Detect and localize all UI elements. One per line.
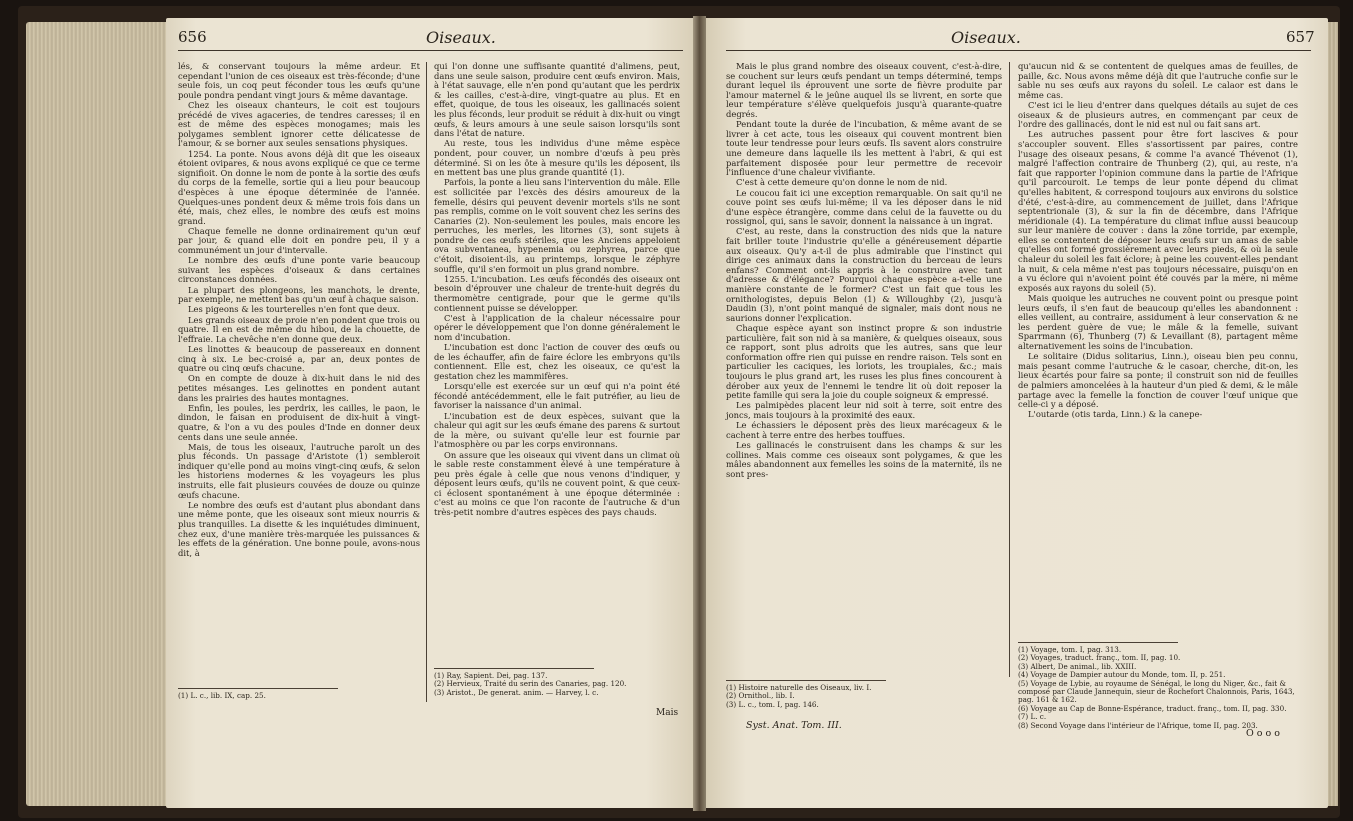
footnote: (8) Second Voyage dans l'intérieur de l'Afrique, tome II, pag. 203.: [1018, 720, 1258, 730]
header-rule: [726, 50, 1311, 51]
running-title: Oiseaux.: [951, 28, 1021, 47]
paragraph: Mais quoique les autruches ne couvent point ou presque point leurs œufs, il s'en faut de beaucoup qu'elles les abandonnent : elles veillent, au contraire, assidument à leur conservation & ne les perdent guère de vue; le mâle & la femelle, suivant Sparrmann (6), Thunberg (7) & Levaillant (8), partagent même alternativement les soins de l'incubation.: [1018, 293, 1298, 351]
footnote: (1) Ray, Sapient. Dei, pag. 137.: [434, 671, 548, 680]
paragraph: 1254. La ponte. Nous avons déjà dit que les oiseaux étoient ovipares, & nous avons expliqué ce que ce terme signifioit. On donne le nom de ponte à la sortie des œufs du corps de la femelle, sortie qui a lieu pour beaucoup d'espèces à une époque déterminée de l'année. Quelques-unes pondent deux & même trois fois dans un été, mais, chez elles, le nombre des œufs est moins grand.: [178, 148, 420, 226]
paragraph: Le nombre des œufs d'une ponte varie beaucoup suivant les espèces d'oiseaux & dans certaines circonstances données.: [178, 255, 420, 285]
footnote-rule: [434, 668, 594, 669]
footnote: (4) Voyage de Dampier autour du Monde, tom. II, p. 251.: [1018, 670, 1226, 680]
paragraph: Au reste, tous les individus d'une même espèce pondent, pour couver, un nombre d'œufs à peu près déterminé. Si on les ôte à mesure qu'ils les déposent, ils en mettent bas une plus grande quantité (1).: [434, 138, 680, 178]
running-title: Oiseaux.: [426, 28, 496, 47]
paragraph: Pendant toute la durée de l'incubation, & même avant de se livrer à cet acte, tous les oiseaux qui couvent montrent bien toute leur tendresse pour leurs œufs. Ils savent alors construire une demeure dans laquelle ils les mettent à l'abri, & qui est parfaitement disposée pour leur permettre de recevoir l'influence d'une chaleur vivifiante.: [726, 119, 1002, 178]
footnote-rule: [1018, 642, 1178, 643]
left-page-footnotes-2: [434, 668, 680, 697]
left-page-column-2: [434, 62, 680, 692]
footnote: (1) Histoire naturelle des Oiseaux, liv. I.: [726, 683, 872, 692]
paragraph: Les palmipèdes placent leur nid soit à terre, soit entre des joncs, mais toujours à la proximité des eaux.: [726, 400, 1002, 420]
paragraph: On en compte de douze à dix-huit dans le nid des petites mésanges. Les gelinottes en pondent autant dans les prairies des hautes montagnes.: [178, 373, 420, 403]
paragraph: Chaque espèce ayant son instinct propre & son industrie particulière, fait son nid à sa manière, & quelques oiseaux, sous ce rapport, sont plus adroits que les autres, sans que leur conformation offre rien qui puisse en rendre raison. Tels sont en particulier les caciques, les loriots, les troupiales, &c.; mais toujours le plus grand art, les ruses les plus fines concourent à dérober aux yeux de l'ennemi le tendre lit où doit reposer la petite famille qui sera la joie du couple soigneux & empressé.: [726, 323, 1002, 401]
right-page-column-1: [726, 62, 1002, 677]
right-page-footnotes-2: [1018, 642, 1298, 730]
paragraph: Les gallinacés le construisent dans les champs & sur les collines. Mais comme ces oiseaux sont polygames, & que les mâles abandonnent aux femelles les soins de la maternité, ils ne sont pres-: [726, 439, 1002, 479]
footnote: (3) L. c., tom. I, pag. 146.: [726, 699, 819, 709]
catchword: Mais: [656, 708, 679, 718]
page-edges-right: [1328, 22, 1338, 806]
paragraph: qui l'on donne une suffisante quantité d'alimens, peut, dans une seule saison, produire cent œufs environ. Mais, à l'état sauvage, elle n'en pond qu'autant que les perdrix & les cailles, c'est-à-dire, vingt-quatre au plus. Et en effet, quoique, de tous les oiseaux, les gallinacés soient les plus féconds, leur produit se réduit à dix-huit ou vingt œufs, & leurs amours à une seule saison lorsqu'ils sont dans l'état de nature.: [434, 61, 680, 139]
paragraph: qu'aucun nid & se contentent de quelques amas de feuilles, de paille, &c. Nous avons même déjà dit que l'autruche confie sur le sable nu ses œufs aux rayons du soleil. Le calaor est dans le même cas.: [1018, 61, 1298, 100]
paragraph: Les pigeons & les tourterelles n'en font que deux.: [188, 304, 401, 315]
paragraph: C'est ici le lieu d'entrer dans quelques détails au sujet de ces oiseaux & de plusieurs autres, en commençant par ceux de l'ordre des gallinacés, dont le nid est nul ou fait sans art.: [1018, 99, 1298, 130]
paragraph: 1255. L'incubation. Les œufs fécondés des oiseaux ont besoin d'éprouver une chaleur de trente-huit degrés du thermomètre centigrade, pour que le germe qu'ils contiennent puisse se développer.: [434, 273, 680, 313]
paragraph: Enfin, les poules, les perdrix, les cailles, le paon, le dindon, le faisan en produisent de dix-huit à vingt-quatre, & l'on a vu des poules d'Inde en donner deux cents dans une seule année.: [178, 402, 420, 442]
left-page: [166, 18, 693, 808]
paragraph: L'incubation est de deux espèces, suivant que la chaleur qui agit sur les œufs émane des parens & surtout de la mère, ou suivant qu'elle leur est fournie par l'atmosphère ou par les corps environnans.: [434, 410, 680, 450]
footnote: (3) Aristot., De generat. anim. — Harvey, l. c.: [434, 687, 599, 697]
footnote: (2) Hervieux, Traité du serin des Canaries, pag. 120.: [434, 679, 627, 689]
paragraph: Les grands oiseaux de proie n'en pondent que trois ou quatre. Il en est de même du hibou, de la chouette, de l'effraie. La chevêche n'en donne que deux.: [178, 314, 420, 344]
page-number: 657: [1286, 28, 1315, 46]
paragraph: Chaque femelle ne donne ordinairement qu'un œuf par jour, & quand elle doit en pondre peu, il y a communément un jour d'intervalle.: [178, 225, 420, 256]
paragraph: Le nombre des œufs est d'autant plus abondant dans une même ponte, que les oiseaux sont mieux nourris & plus tranquilles. La disette & les inquiétudes diminuent, chez eux, d'une manière très-marquée les puissances & les effets de la génération. Une bonne poule, avons-nous dit, à: [178, 499, 420, 558]
footnote: (2) Voyages, traduct. franç., tom. II, pag. 10.: [1018, 653, 1181, 663]
signature-mark: O o o o: [1246, 728, 1281, 739]
page-edges-left: [26, 22, 166, 806]
paragraph: C'est, au reste, dans la construction des nids que la nature fait briller toute l'industrie qu'elle a généreusement départie aux oiseaux. Qu'y a-t-il de plus admirable que l'instinct qui dirige ces animaux dans la construction du berceau de leurs enfans? Comment ont-ils appris à le construire avec tant d'adresse & d'élégance? Pourquoi chaque espèce a-t-elle une manière constante de le former? C'est un fait que tous les ornithologistes, depuis Belon (1) & Willoughby (2), jusqu'à Daudin (3), n'ont point manqué de signaler, mais dont nous ne saurions donner l'explication.: [726, 226, 1002, 323]
paragraph: Parfois, la ponte a lieu sans l'intervention du mâle. Elle est sollicitée par l'excès des désirs amoureux de la femelle, désirs qui peuvent devenir mortels s'ils ne sont pas remplis, comme on le voit souvent chez les serins des Canaries (2). Non-seulement les poules, mais encore les perruches, les merles, les litornes (3), sont sujets à pondre de ces œufs stériles, que les Anciens appeloient ova subventanea, hypenemia ou zephyrea, parce que c'étoit, disoient-ils, au printemps, lorsque le zéphyre souffle, qu'il s'en formoit un plus grand nombre.: [434, 177, 680, 274]
paragraph: Les linottes & beaucoup de passereaux en donnent cinq à six. Le bec-croisé a, par an, deux pontes de quatre ou cinq œufs chacune.: [178, 343, 420, 374]
paragraph: Les autruches passent pour être fort lascives & pour s'accoupler souvent. Elles s'assortissent par paires, contre l'usage des oiseaux pesans, & comme l'a avancé Thévenot (1), malgré l'affection contraire de Thunberg (2), qui, au reste, n'a fait que rapporter l'opinion commune dans la partie de l'Afrique qu'il parcouroit. Le temps de leur ponte dépend du climat qu'elles habitent, & correspond toujours aux environs du solstice d'été, c'est-à-dire, au commencement de juillet, dans l'Afrique septentrionale (3), & sur la fin de décembre, dans l'Afrique méridionale (4). La température du climat influe aussi beaucoup sur leur manière de couver : dans la zône torride, par exemple, elles se contentent de déposer leurs œufs sur un amas de sable qu'elles ont formé grossièrement avec leurs pieds, & où la seule chaleur du soleil les fait éclore; à peine les couvent-elles pendant la nuit, & cela même n'est pas toujours nécessaire, puisqu'on en a vu éclore qui n'avoient point été couvés par la mère, ni même exposés aux rayons du soleil (5).: [1018, 129, 1298, 293]
right-page: [706, 18, 1328, 808]
paragraph: Mais, de tous les oiseaux, l'autruche paroît un des plus féconds. Un passage d'Aristote (1) sembleroit indiquer qu'elle pond au moins vingt-cinq œufs, & selon les historiens modernes & les voyageurs les plus instruits, elle fait plusieurs couvées de douze ou quinze œufs chacune.: [178, 441, 420, 500]
paragraph: Le échassiers le déposent près des lieux marécageux & le cachent à terre entre des herbes touffues.: [726, 420, 1002, 440]
paragraph: C'est à cette demeure qu'on donne le nom de nid.: [736, 177, 948, 188]
footnote-rule: [726, 680, 886, 681]
book: [18, 6, 1340, 818]
paragraph: Chez les oiseaux chanteurs, le coit est toujours précédé de vives agaceries, de tendres caresses; il en est de même des espèces monogames; mais les polygames semblent ignorer cette délicatesse de l'amour, & se borner aux seules sensations physiques.: [178, 99, 420, 149]
footnote: (5) Voyage de Lybie, au royaume de Sénégal, le long du Niger, &c., fait & composé par Claude Jannequin, sieur de Rochefort Chalonnois, Paris, 1643, pag. 161 & 162.: [1018, 678, 1295, 705]
paragraph: La plupart des plongeons, les manchots, le drente, par exemple, ne mettent bas qu'un œuf à chaque saison.: [178, 284, 420, 305]
paragraph: Le solitaire (Didus solitarius, Linn.), oiseau bien peu connu, mais pesant comme l'autruche & le casoar, cherche, dit-on, les lieux écartés pour faire sa ponte; il construit son nid de feuilles de palmiers amoncelées à la hauteur d'un pied & demi, & le mâle partage avec la femelle la fonction de couver l'œuf unique que celle-ci y a déposé.: [1018, 351, 1298, 410]
left-page-column-1: [178, 62, 420, 702]
left-page-footnotes-1: [178, 688, 420, 700]
footnote: (1) L. c., lib. IX, cap. 25.: [178, 691, 266, 700]
paragraph: L'outarde (otis tarda, Linn.) & la canepe-: [1028, 409, 1203, 420]
page-number: 656: [178, 28, 207, 46]
book-spine: [693, 16, 706, 811]
footnote: (7) L. c.: [1018, 712, 1047, 722]
paragraph: C'est à l'application de la chaleur nécessaire pour opérer le développement que l'on donne généralement le nom d'incubation.: [434, 312, 680, 342]
paragraph: L'incubation est donc l'action de couver des œufs ou de les échauffer, afin de faire éclore les embryons qu'ils contiennent. Elle est, chez les oiseaux, ce qu'est la gestation chez les mammifères.: [434, 342, 680, 381]
footnote: (3) Albert, De animal., lib. XXIII.: [1018, 661, 1137, 671]
paragraph: Lorsqu'elle est exercée sur un œuf qui n'a point été fécondé antécédemment, elle le fait putréfier, au lieu de favoriser la naissance d'un animal.: [434, 381, 680, 411]
column-divider: [1009, 62, 1010, 677]
footnote: (2) Ornithol., lib. I.: [726, 691, 795, 701]
paragraph: Le coucou fait ici une exception remarquable. On sait qu'il ne couve point ses œufs lui-même; il va les déposer dans le nid d'une espèce étrangère, comme dans celui de la fauvette ou du rossignol, qui, sans le savoir, donnent la naissance à un ingrat.: [726, 187, 1002, 227]
column-divider: [426, 62, 427, 702]
right-page-footnotes-1: [726, 680, 1002, 709]
header-rule: [178, 50, 683, 51]
right-page-column-2: [1018, 62, 1298, 637]
footnote: (1) Voyage, tom. I, pag. 313.: [1018, 645, 1122, 654]
paragraph: Mais le plus grand nombre des oiseaux couvent, c'est-à-dire, se couchent sur leurs œufs pendant un temps déterminé, temps durant lequel ils éprouvent une sorte de fièvre produite par l'amour maternel & le jeûne auquel ils se livrent, en sorte que leur température s'élève quelquefois jusqu'à quarante-quatre degrés.: [726, 61, 1002, 119]
signature-line: Syst. Anat. Tom. III.: [746, 720, 842, 731]
footnote-rule: [178, 688, 338, 689]
footnote: (6) Voyage au Cap de Bonne-Espérance, traduct. franç., tom. II, pag. 330.: [1018, 703, 1287, 713]
paragraph: On assure que les oiseaux qui vivent dans un climat où le sable reste constamment élevé à une température à peu près égale à celle que nous venons d'indiquer, y déposent leurs œufs, qu'ils ne couvent point, & que ceux-ci éclosent spontanément à une époque déterminée : c'est au moins ce que l'on raconte de l'autruche & d'un très-petit nombre d'autres espèces des pays chauds.: [434, 449, 680, 518]
paragraph: lés, & conservant toujours la même ardeur. Et cependant l'union de ces oiseaux est très-féconde; d'une seule fois, un coq peut féconder tous les œufs qu'une poule pondra pendant vingt jours & même davantage.: [178, 61, 420, 100]
